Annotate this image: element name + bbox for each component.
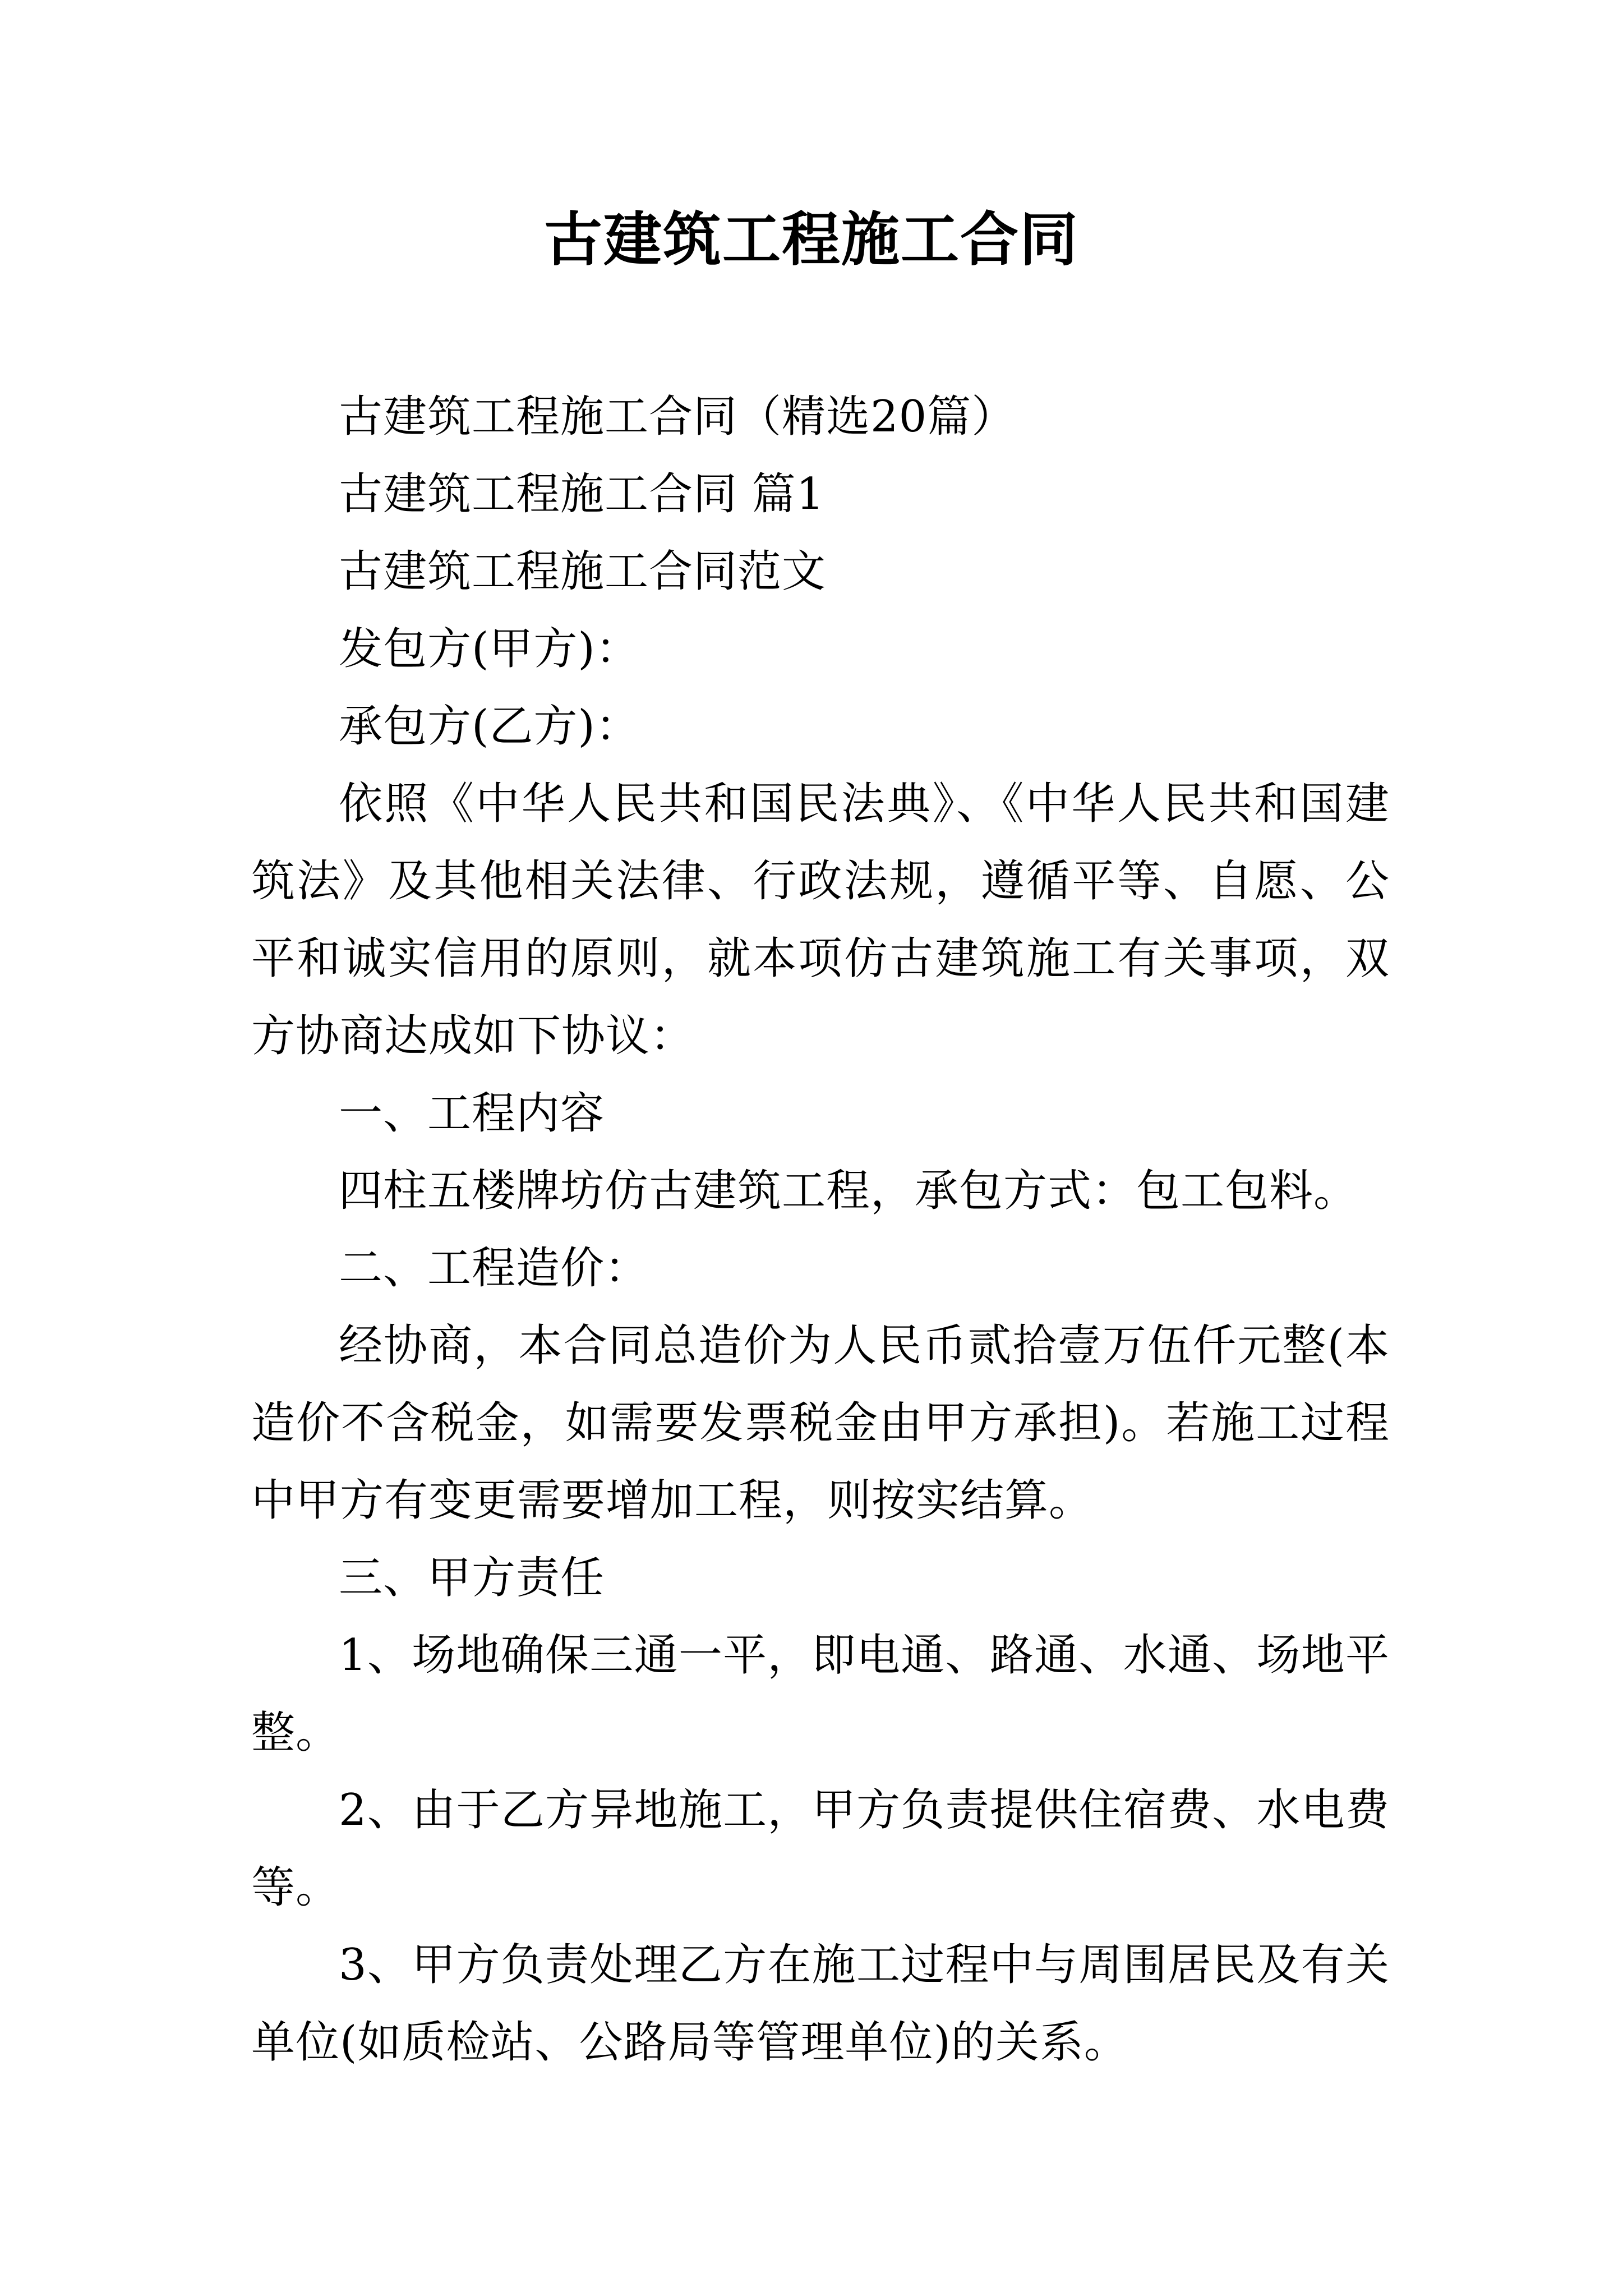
contract-template-heading: 古建筑工程施工合同范文 [339,546,827,597]
document-subtitle: 古建筑工程施工合同（精选20篇） [339,392,1016,442]
section-1-heading: 一、工程内容 [339,1088,605,1139]
section-1-content: 四柱五楼牌坊仿古建筑工程，承包方式：包工包料。 [339,1166,1358,1216]
section-3-heading: 三、甲方责任 [339,1553,605,1603]
party-b-line: 承包方(乙方)： [339,701,640,752]
section-3-item-3: 3、甲方负责处理乙方在施工过程中与周围居民及有关单位(如质检站、公路局等管理单位)的关系。 [251,1940,1390,2068]
section-2-heading: 二、工程造价： [339,1243,649,1294]
party-a-line: 发包方(甲方)： [339,624,640,674]
section-heading-part-1: 古建筑工程施工合同 篇1 [339,469,825,519]
section-3-item-1: 1、场地确保三通一平，即电通、路通、水通、场地平整。 [251,1630,1390,1758]
document-title: 古建筑工程施工合同 [543,205,1079,274]
preamble-paragraph: 依照《中华人民共和国民法典》、《中华人民共和国建筑法》及其他相关法律、行政法规，遵循平等、自愿、公平和诚实信用的原则，就本项仿古建筑施工有关事项，双方协商达成如下协议： [251,779,1390,1061]
section-3-item-2: 2、由于乙方异地施工，甲方负责提供住宿费、水电费等。 [251,1785,1390,1913]
section-2-content: 经协商，本合同总造价为人民币贰拾壹万伍仟元整(本造价不含税金，如需要发票税金由甲方承担)。若施工过程中甲方有变更需要增加工程，则按实结算。 [251,1320,1390,1526]
document-body [251,378,1390,2081]
